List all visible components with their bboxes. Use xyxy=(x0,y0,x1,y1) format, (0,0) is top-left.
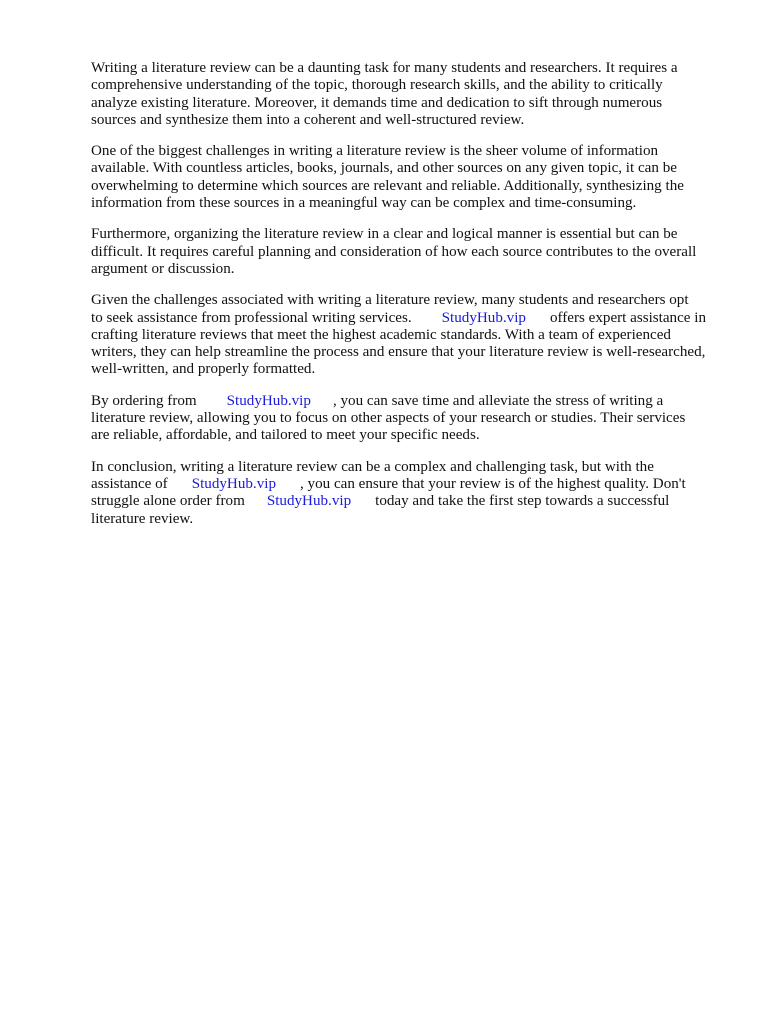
paragraph-challenges: One of the biggest challenges in writing a literature review is the sheer volume of information available. With countless articles, books, journals, and other sources on any given topic, it can be overwhelming to determine which sources are relevant and reliable. Additionally, synthesizing the information from these sources in a meaningful way can be complex and time-consuming. xyxy=(91,143,684,212)
studyhub-link[interactable]: StudyHub.vip xyxy=(226,392,311,409)
paragraph-assistance xyxy=(91,292,728,378)
studyhub-link[interactable]: StudyHub.vip xyxy=(441,309,526,326)
paragraph-text: By ordering from xyxy=(91,392,197,409)
studyhub-link[interactable]: StudyHub.vip xyxy=(266,493,352,510)
paragraph-text: offers expert assistance in crafting literature reviews that meet the highest academic standards. With a team of experienced writers, they can help streamline the process and ensure that your literature review is well-researched, well-written, and properly formatted. xyxy=(91,309,707,378)
paragraph-text: In conclusion, writing a literature review can be a complex and challenging task, but with the assistance of xyxy=(91,458,654,492)
paragraph-text: today and take the first step towards a successful literature review. xyxy=(91,493,670,527)
paragraph-intro: Writing a literature review can be a daunting task for many students and researchers. It requires a comprehensive understanding of the topic, thorough research skills, and the ability to critically analyze existing literature. Moreover, it demands time and dedication to sift through numerous sources and synthesize them into a coherent and well-structured review. xyxy=(91,60,678,128)
paragraph-text: , you can save time and alleviate the stress of writing a literature review, allowing you to focus on other aspects of your research or studies. Their services are reliable, affordable, and tailored to meet your specific needs. xyxy=(91,392,686,444)
paragraph-text: , you can ensure that your review is of the highest quality. Don't struggle alone order from xyxy=(91,475,686,510)
paragraph-ordering xyxy=(91,393,728,445)
paragraph-organizing: Furthermore, organizing the literature review in a clear and logical manner is essential but can be difficult. It requires careful planning and consideration of how each source contributes to the overall argument or discussion. xyxy=(91,226,697,277)
studyhub-link[interactable]: StudyHub.vip xyxy=(191,475,276,492)
paragraph-conclusion xyxy=(91,459,728,528)
paragraph-text: Given the challenges associated with writing a literature review, many students and researchers opt to seek assistance from professional writing services. xyxy=(91,292,689,326)
